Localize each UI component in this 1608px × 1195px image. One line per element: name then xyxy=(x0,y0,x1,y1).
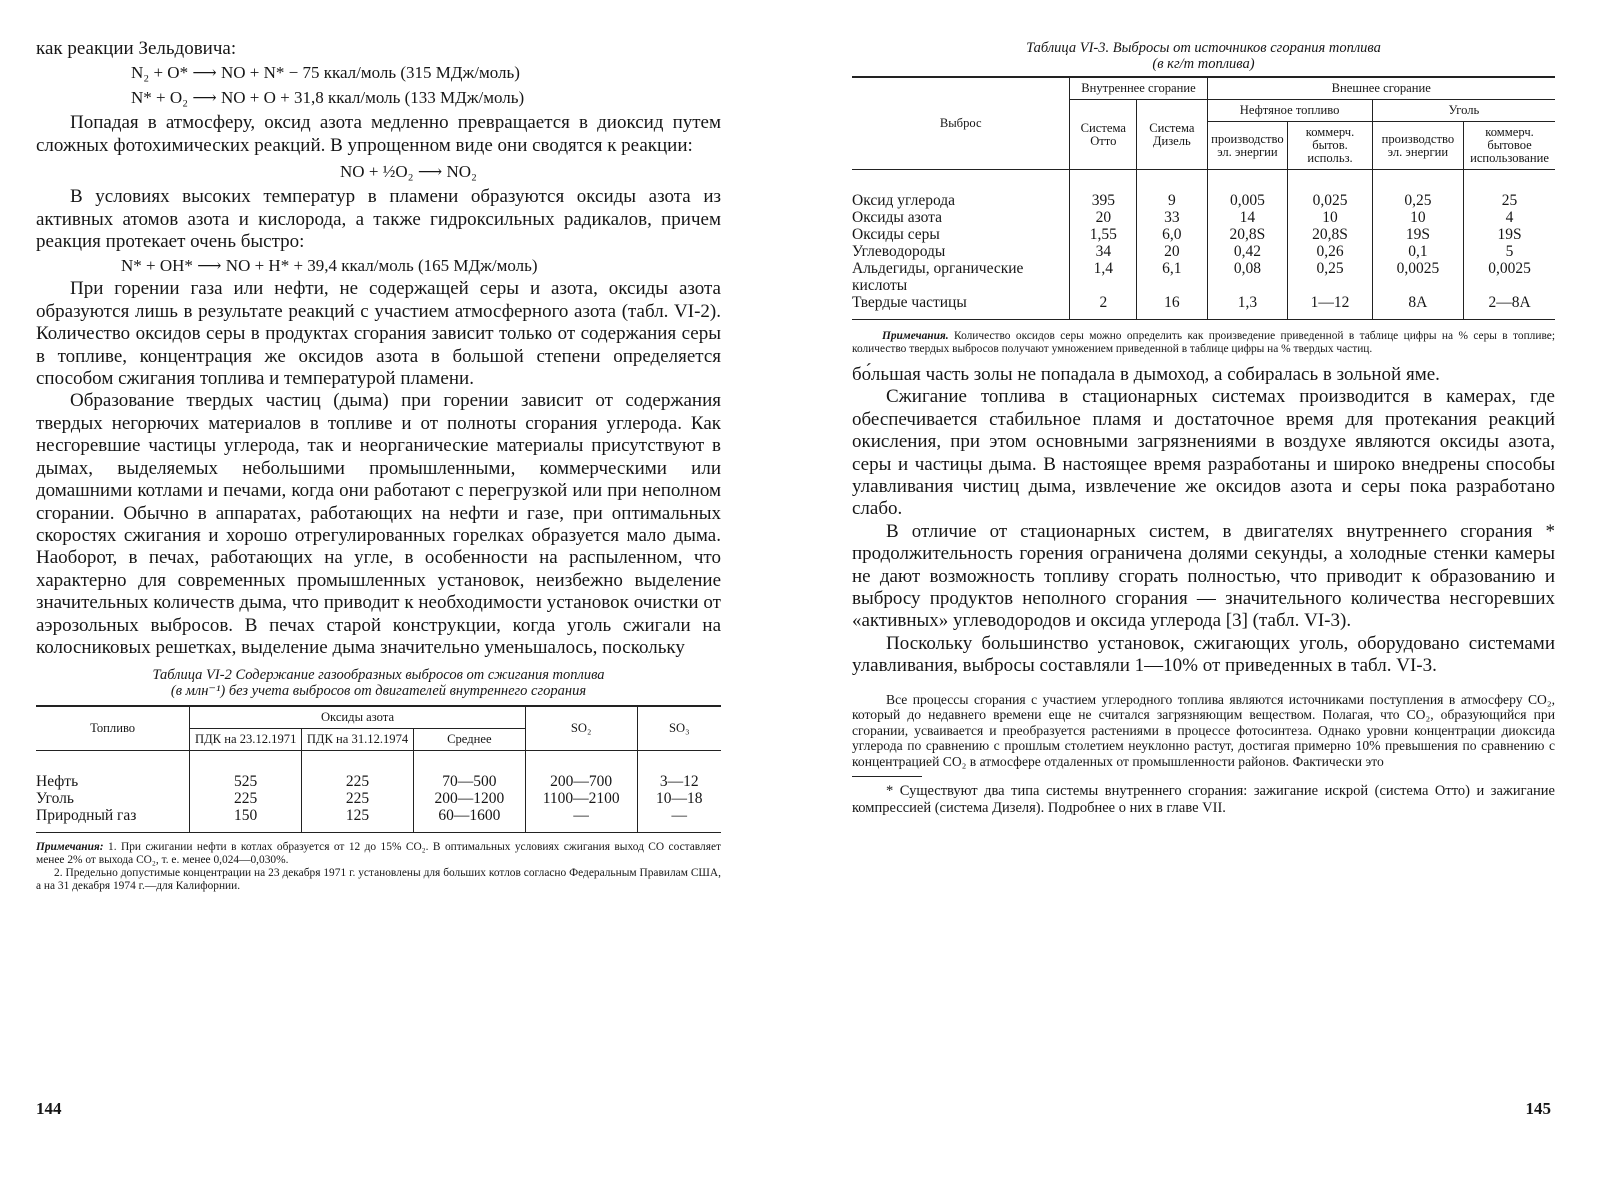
table-row xyxy=(852,226,1555,243)
cell-oil-power: 20,8S xyxy=(1207,226,1288,243)
cell-coal-power: 0,0025 xyxy=(1372,260,1463,294)
cell-otto: 1,55 xyxy=(1070,226,1137,243)
table-vi-3 xyxy=(852,40,1555,356)
table-row xyxy=(852,170,1555,210)
left-page xyxy=(36,0,721,1118)
cell-diesel: 33 xyxy=(1137,209,1207,226)
cell-coal-commercial: 2—8A xyxy=(1464,294,1555,320)
cell-pdk-1974: 225 xyxy=(302,751,414,791)
cell-emission: Оксид углерода xyxy=(852,192,956,209)
cell-average: 60—1600 xyxy=(413,807,525,833)
note-text: Количество оксидов серы можно определить как произведение приведенной в таблице цифры на % серы в топливе; количество твердых выбросов получают умножением приведенной в таблице цифры на % твердых частиц. xyxy=(852,330,1555,355)
cell-so3: — xyxy=(637,807,721,833)
cell-coal-commercial: 19S xyxy=(1464,226,1555,243)
cell-coal-commercial: 5 xyxy=(1464,243,1555,260)
header-internal: Внутреннее сгорание xyxy=(1070,77,1207,100)
header-so3: SO₃ xyxy=(637,706,721,751)
table-note xyxy=(36,841,721,867)
reaction-3: NO + ½O₂ ⟶ NO₂ xyxy=(340,162,477,182)
table-caption: Таблица VI-3. Выбросы от источников сгорания топлива xyxy=(1026,40,1381,56)
cell-fuel: Уголь xyxy=(36,790,74,808)
header-emission: Выброс xyxy=(852,77,1070,170)
paragraph: бо́льшая часть золы не попадала в дымоход, а собиралась в зольной яме. xyxy=(852,364,1440,385)
paragraph: При горении газа или нефти, не содержащей серы и азота, оксиды азота образуются лишь в результате реакций с участием атмосферного азота (табл. VI-2). Количество оксидов серы в продуктах сгорания зависит только от содержания серы в топливе, концентрация же оксидов азота в большой степени определяется способом сжигания топлива и температурой пламени. xyxy=(36,278,721,390)
cell-oil-commercial: 1—12 xyxy=(1288,294,1372,320)
header-diesel: Система Дизель xyxy=(1137,100,1207,170)
cell-average: 70—500 xyxy=(413,751,525,791)
cell-emission: Углеводороды xyxy=(852,243,946,260)
cell-coal-power: 0,25 xyxy=(1372,170,1463,210)
cell-emission: Твердые частицы xyxy=(852,294,1070,320)
table-row xyxy=(852,260,1555,294)
table-row xyxy=(852,294,1555,320)
cell-so2: 200—700 xyxy=(525,751,637,791)
table-caption: Таблица VI-2 Содержание газообразных выбросов от сжигания топлива xyxy=(152,667,605,684)
notes-label: Примечания. xyxy=(882,330,949,342)
reaction-1: N₂ + O* ⟶ NO + N* − 75 ккал/моль (315 МДж/моль) xyxy=(131,63,520,83)
cell-diesel: 9 xyxy=(1137,170,1207,210)
paragraph: Образование твердых частиц (дыма) при горении зависит от содержания твердых негорючих материалов в топливе и от полноты сгорания углерода. Как несгоревшие частицы углерода, так и неорганические материалы присутствуют в дымах, выделяемых небольшими промышленными, коммерческими или домашними котлами и печами, когда они работают с перегрузкой или при неполном сгорании. Обычно в аппаратах, работающих на нефти и газе, при оптимальных скоростях сжигания и хорошо отрегулированных горелках образуется мало дыма. Наоборот, в печах, работающих на угле, в особенности на распыленном, что характерно для современных промышленных установок, неизбежно выделение значительных количеств дыма, что приводит к необходимости установок очистки от аэрозольных выбросов. В печах старой конструкции, когда уголь сжигали на колосниковых решетках, выделение дыма значительно уменьшалось, поскольку xyxy=(36,390,721,658)
data-table xyxy=(852,76,1555,320)
cell-otto: 20 xyxy=(1070,209,1137,226)
cell-pdk-1971: 150 xyxy=(190,807,302,833)
cell-oil-commercial: 10 xyxy=(1288,209,1372,226)
cell-so2: 1100—2100 xyxy=(525,790,637,807)
header-oil-commercial: коммерч. бытов. использ. xyxy=(1288,122,1372,170)
header-pdk-1971: ПДК на 23.12.1971 xyxy=(190,729,302,751)
data-table xyxy=(36,705,721,833)
right-page xyxy=(852,0,1555,1118)
table-row xyxy=(852,209,1555,226)
table-caption: (в млн⁻¹) без учета выбросов от двигателей внутреннего сгорания xyxy=(170,683,587,700)
paragraph: Поскольку большинство установок, сжигающих уголь, оборудовано системами улавливания, выбросы составляли 1—10% от приведенных в табл. VI-3. xyxy=(852,632,1555,677)
cell-pdk-1974: 225 xyxy=(302,790,414,807)
note-2: 2. Предельно допустимые концентрации на 23 декабря 1971 г. установлены для больших котлов согласно Федеральным Правилам США, а на 31 декабря 1974 г.—для Калифорнии. xyxy=(36,867,721,893)
cell-oil-power: 0,42 xyxy=(1207,243,1288,260)
page-number: 145 xyxy=(1525,1099,1551,1118)
table-row xyxy=(36,807,721,833)
header-nox: Оксиды азота xyxy=(190,706,525,729)
cell-otto: 34 xyxy=(1070,243,1137,260)
notes-label: Примечания: xyxy=(36,841,104,854)
cell-average: 200—1200 xyxy=(413,790,525,807)
cell-oil-power: 14 xyxy=(1207,209,1288,226)
footnote-divider xyxy=(852,776,922,777)
cell-diesel: 20 xyxy=(1137,243,1207,260)
intro-text: как реакции Зельдовича: xyxy=(36,38,237,59)
cell-otto: 2 xyxy=(1070,294,1137,320)
cell-emission: Оксиды серы xyxy=(852,226,940,243)
paragraph: Попадая в атмосферу, оксид азота медленно превращается в диоксид путем сложных фотохимических реакций. В упрощенном виде они сводятся к реакции: xyxy=(36,112,721,156)
cell-pdk-1971: 225 xyxy=(190,790,302,807)
cell-pdk-1971: 525 xyxy=(190,751,302,791)
cell-coal-power: 10 xyxy=(1372,209,1463,226)
header-average: Среднее xyxy=(413,729,525,751)
table-note xyxy=(852,330,1555,356)
cell-so3: 3—12 xyxy=(637,751,721,791)
cell-coal-commercial: 25 xyxy=(1464,170,1555,210)
header-coal: Уголь xyxy=(1372,100,1555,122)
reaction-4: N* + OH* ⟶ NO + H* + 39,4 ккал/моль (165 МДж/моль) xyxy=(121,256,538,276)
paragraph: Сжигание топлива в стационарных системах производится в камерах, где обеспечивается стабильное пламя и достаточное время для протекания реакций окисления, при этом основными загрязнениями в воздухе являются оксиды азота, серы и частицы дыма. В настоящее время разработаны и широко внедрены способы улавливания чистиц дыма, извлечение же оксидов азота и серы пока разработано слабо. xyxy=(852,386,1555,520)
cell-coal-power: 0,1 xyxy=(1372,243,1463,260)
cell-coal-commercial: 4 xyxy=(1464,209,1555,226)
cell-so3: 10—18 xyxy=(637,790,721,807)
cell-emission: Оксиды азота xyxy=(852,209,942,226)
page-number: 144 xyxy=(36,1099,62,1118)
cell-fuel: Природный газ xyxy=(36,807,190,833)
cell-oil-commercial: 20,8S xyxy=(1288,226,1372,243)
cell-diesel: 6,1 xyxy=(1137,260,1207,294)
header-oil: Нефтяное топливо xyxy=(1207,100,1372,122)
reaction-2: N* + O₂ ⟶ NO + O + 31,8 ккал/моль (133 МДж/моль) xyxy=(131,88,525,108)
table-row xyxy=(852,243,1555,260)
cell-oil-power: 1,3 xyxy=(1207,294,1288,320)
cell-emission: Альдегиды, органические кислоты xyxy=(852,260,1024,294)
cell-oil-commercial: 0,025 xyxy=(1288,170,1372,210)
note-1: 1. При сжигании нефти в котлах образуется от 12 до 15% CO₂. В оптимальных условиях сжигания выход CO составляет менее 2% от выхода CO₂, т. е. менее 0,024—0,030%. xyxy=(36,841,721,867)
cell-oil-power: 0,005 xyxy=(1207,170,1288,210)
paragraph: В отличие от стационарных систем, в двигателях внутреннего сгорания * продолжительность горения ограничена долями секунды, а холодные стенки камеры не дают возможность топливу сгорать полностью, что приводит к образованию и выбросу продуктов неполного сгорания — значительного количества несгоревших «активных» углеводородов и оксида углерода [3] (табл. VI-3). xyxy=(852,520,1555,632)
paragraph-small: Все процессы сгорания с участием углеродного топлива являются источниками поступления в атмосферу CO₂, который до недавнего времени еще не считался загрязняющим веществом. Полагая, что CO₂, образующийся при сгорании, усваивается и преобразуется растениями в процессе фотосинтеза. Однако уровни концентрации диоксида углерода по сравнению с прошлым столетием неуклонно растут, достигая примерно 10% превышения по сравнению с концентрацией CO₂ в атмосфере отдаленных от промышленности районов. Фактически это xyxy=(852,691,1555,770)
paragraph: В условиях высоких температур в пламени образуются оксиды азота из активных атомов азота и кислорода, а также гидроксильных радикалов, причем реакция протекает очень быстро: xyxy=(36,186,721,253)
header-pdk-1974: ПДК на 31.12.1974 xyxy=(302,729,414,751)
cell-oil-commercial: 0,26 xyxy=(1288,243,1372,260)
footnote: * Существуют два типа системы внутреннего сгорания: зажигание искрой (система Отто) и зажигание компрессией (система Дизеля). Подробнее о них в главе VII. xyxy=(852,782,1555,816)
cell-oil-commercial: 0,25 xyxy=(1288,260,1372,294)
cell-pdk-1974: 125 xyxy=(302,807,414,833)
cell-coal-commercial: 0,0025 xyxy=(1464,260,1555,294)
cell-so2: — xyxy=(525,807,637,833)
table-row xyxy=(36,790,721,807)
table-caption: (в кг/т топлива) xyxy=(1152,56,1255,72)
table-row xyxy=(36,751,721,791)
header-coal-power: производство эл. энергии xyxy=(1372,122,1463,170)
header-coal-commercial: коммерч. бытовое использование xyxy=(1464,122,1555,170)
cell-otto: 395 xyxy=(1070,170,1137,210)
cell-diesel: 6,0 xyxy=(1137,226,1207,243)
cell-oil-power: 0,08 xyxy=(1207,260,1288,294)
header-otto: Система Отто xyxy=(1070,100,1137,170)
cell-diesel: 16 xyxy=(1137,294,1207,320)
cell-coal-power: 19S xyxy=(1372,226,1463,243)
header-oil-power: производство эл. энергии xyxy=(1207,122,1288,170)
table-vi-2 xyxy=(36,667,721,893)
header-external: Внешнее сгорание xyxy=(1207,77,1555,100)
cell-coal-power: 8A xyxy=(1372,294,1463,320)
header-so2: SO₂ xyxy=(525,706,637,751)
header-fuel: Топливо xyxy=(36,706,190,751)
cell-fuel: Нефть xyxy=(36,773,79,791)
cell-otto: 1,4 xyxy=(1070,260,1137,294)
